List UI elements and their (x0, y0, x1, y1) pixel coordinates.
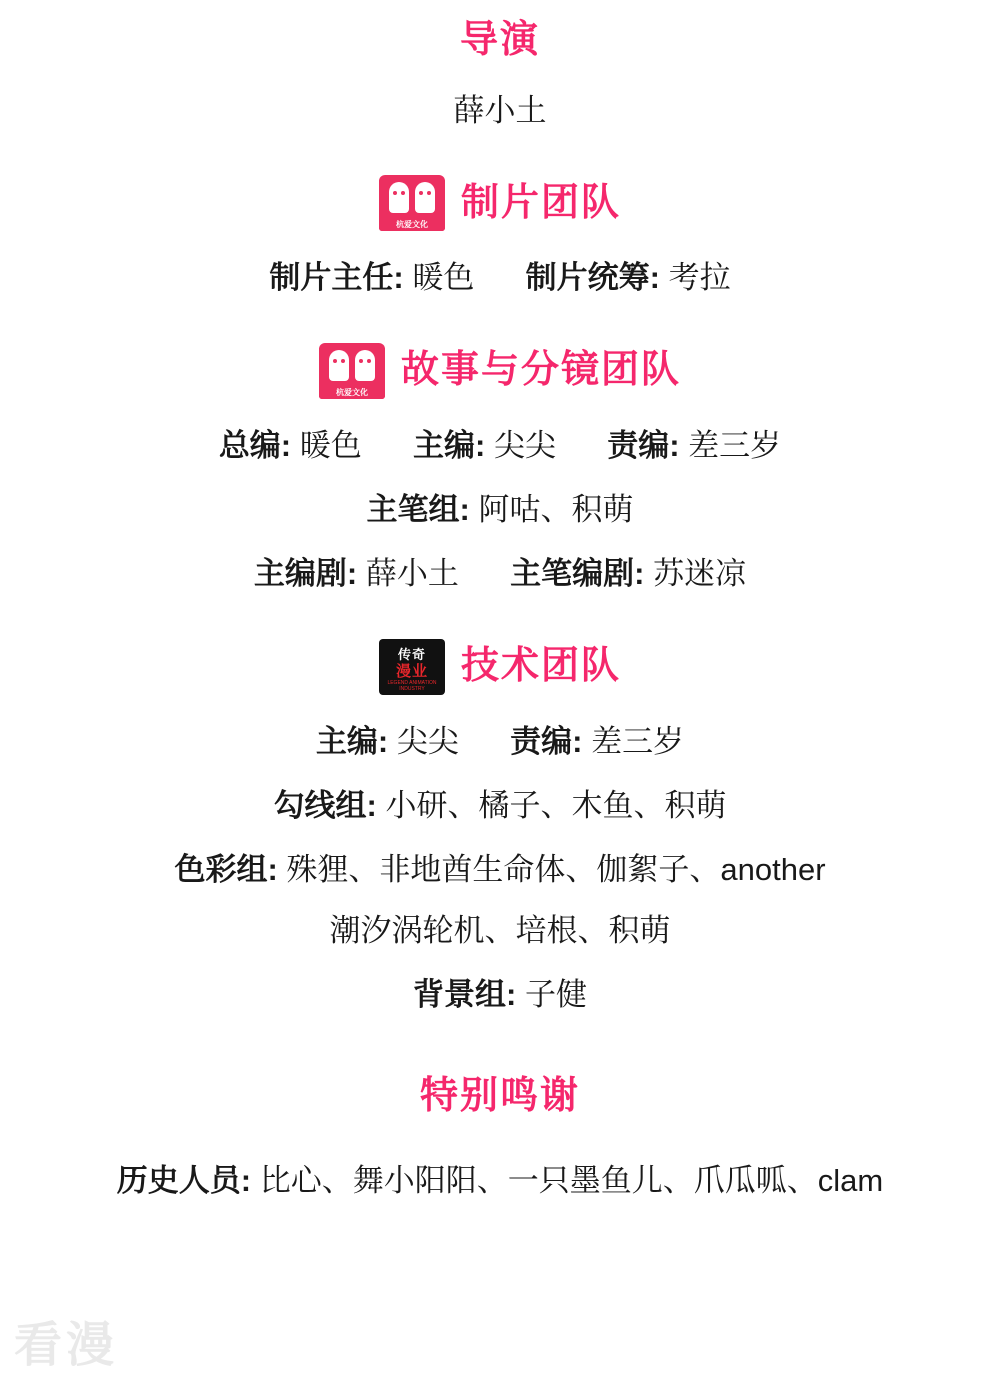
section-header-production-team (0, 175, 1000, 231)
spacer (0, 695, 1000, 721)
credit-value: 小研、橘子、木鱼、积萌 (385, 787, 727, 823)
spacer (0, 299, 1000, 343)
credit-label: 主编: (315, 723, 389, 759)
legend-animation-logo-icon (379, 639, 445, 695)
eye-icon (427, 191, 431, 195)
spacer (0, 531, 1000, 553)
credit-value: 比心、舞小阳阳、一只墨鱼儿、爪瓜呱、clam (259, 1162, 884, 1198)
credit-value: 薛小土 (453, 92, 547, 128)
credit-value: 子健 (524, 977, 587, 1013)
credit-value: 尖尖 (396, 723, 459, 759)
credit-label: 主笔编剧: (510, 555, 645, 591)
credit-value: 差三岁 (591, 723, 685, 759)
credit-value: 阿咕、积萌 (478, 492, 634, 528)
section-header-story-team (0, 343, 1000, 399)
eye-icon (359, 359, 363, 363)
hangai-culture-logo-icon (319, 343, 385, 399)
credit-line-tech-3 (0, 849, 1000, 891)
watermark: 看漫 (14, 1319, 119, 1372)
eye-icon (401, 191, 405, 195)
credit-value: 考拉 (668, 260, 731, 296)
eye-icon (367, 359, 371, 363)
credit-value: 苏迷凉 (653, 555, 747, 591)
spacer (0, 399, 1000, 425)
credit-line-tech-1 (0, 721, 1000, 763)
credit-label: 制片统筹: (525, 260, 660, 296)
credit-label: 责编: (607, 428, 680, 464)
penguin-shape (329, 350, 349, 381)
credit-line-tech-5 (0, 974, 1000, 1016)
spacer (0, 827, 1000, 849)
credit-line-story-1 (0, 425, 1000, 467)
penguin-shape (415, 182, 435, 213)
section-title-director: 导演 (459, 19, 540, 61)
credit-value: 潮汐涡轮机、培根、积萌 (329, 913, 671, 949)
credit-label: 勾线组: (273, 787, 377, 823)
section-title-special-thanks: 特别鸣谢 (419, 1075, 580, 1118)
penguin-shape (389, 182, 409, 213)
spacer (0, 1016, 1000, 1074)
section-title-tech-team: 技术团队 (460, 645, 621, 688)
credit-value: 暖色 (412, 260, 475, 296)
eye-icon (393, 191, 397, 195)
credit-line-director (0, 90, 1000, 132)
credit-line-tech-4 (0, 910, 1000, 952)
section-title-story-team: 故事与分镜团队 (400, 349, 681, 392)
spacer (0, 64, 1000, 90)
logo-caption: 杭爱文化 (395, 220, 428, 230)
spacer (0, 890, 1000, 910)
spacer (0, 467, 1000, 489)
credit-line-tech-2 (0, 785, 1000, 827)
spacer (0, 231, 1000, 257)
credit-label: 色彩组: (174, 851, 278, 887)
credit-label: 主编: (413, 428, 486, 464)
eye-icon (341, 359, 345, 363)
credit-label: 主编剧: (253, 555, 358, 591)
credit-label: 背景组: (413, 977, 517, 1013)
logo-caption: 杭爱文化 (335, 388, 368, 398)
eye-icon (333, 359, 337, 363)
credit-value: 薛小土 (365, 555, 459, 591)
penguin-shape (355, 350, 375, 381)
hangai-culture-logo-icon (379, 175, 445, 231)
credit-label: 主笔组: (366, 492, 470, 528)
spacer (0, 1120, 1000, 1160)
credit-value: 尖尖 (493, 428, 556, 464)
credit-value: 差三岁 (688, 428, 782, 464)
spacer (0, 131, 1000, 175)
eye-icon (419, 191, 423, 195)
spacer (0, 763, 1000, 785)
credit-label: 责编: (510, 723, 583, 759)
credit-line-story-2 (0, 489, 1000, 531)
logo-line-2: 漫业 (395, 662, 428, 680)
credit-label: 制片主任: (269, 260, 404, 296)
credit-label: 历史人员: (116, 1162, 252, 1198)
credit-line-production-1 (0, 257, 1000, 299)
credit-line-special-thanks (0, 1160, 1000, 1202)
credit-value: 殊狸、非地酋生命体、伽絮子、another (286, 851, 826, 887)
spacer (0, 595, 1000, 639)
credit-value: 暖色 (299, 428, 362, 464)
spacer (0, 952, 1000, 974)
logo-line-3: LEGEND ANIMATION INDUSTRY (387, 679, 437, 692)
logo-line-1: 传奇 (397, 646, 426, 662)
section-title-production-team: 制片团队 (460, 181, 621, 224)
credit-label: 总编: (218, 428, 292, 464)
credit-line-story-3 (0, 553, 1000, 595)
section-header-tech-team (0, 639, 1000, 695)
